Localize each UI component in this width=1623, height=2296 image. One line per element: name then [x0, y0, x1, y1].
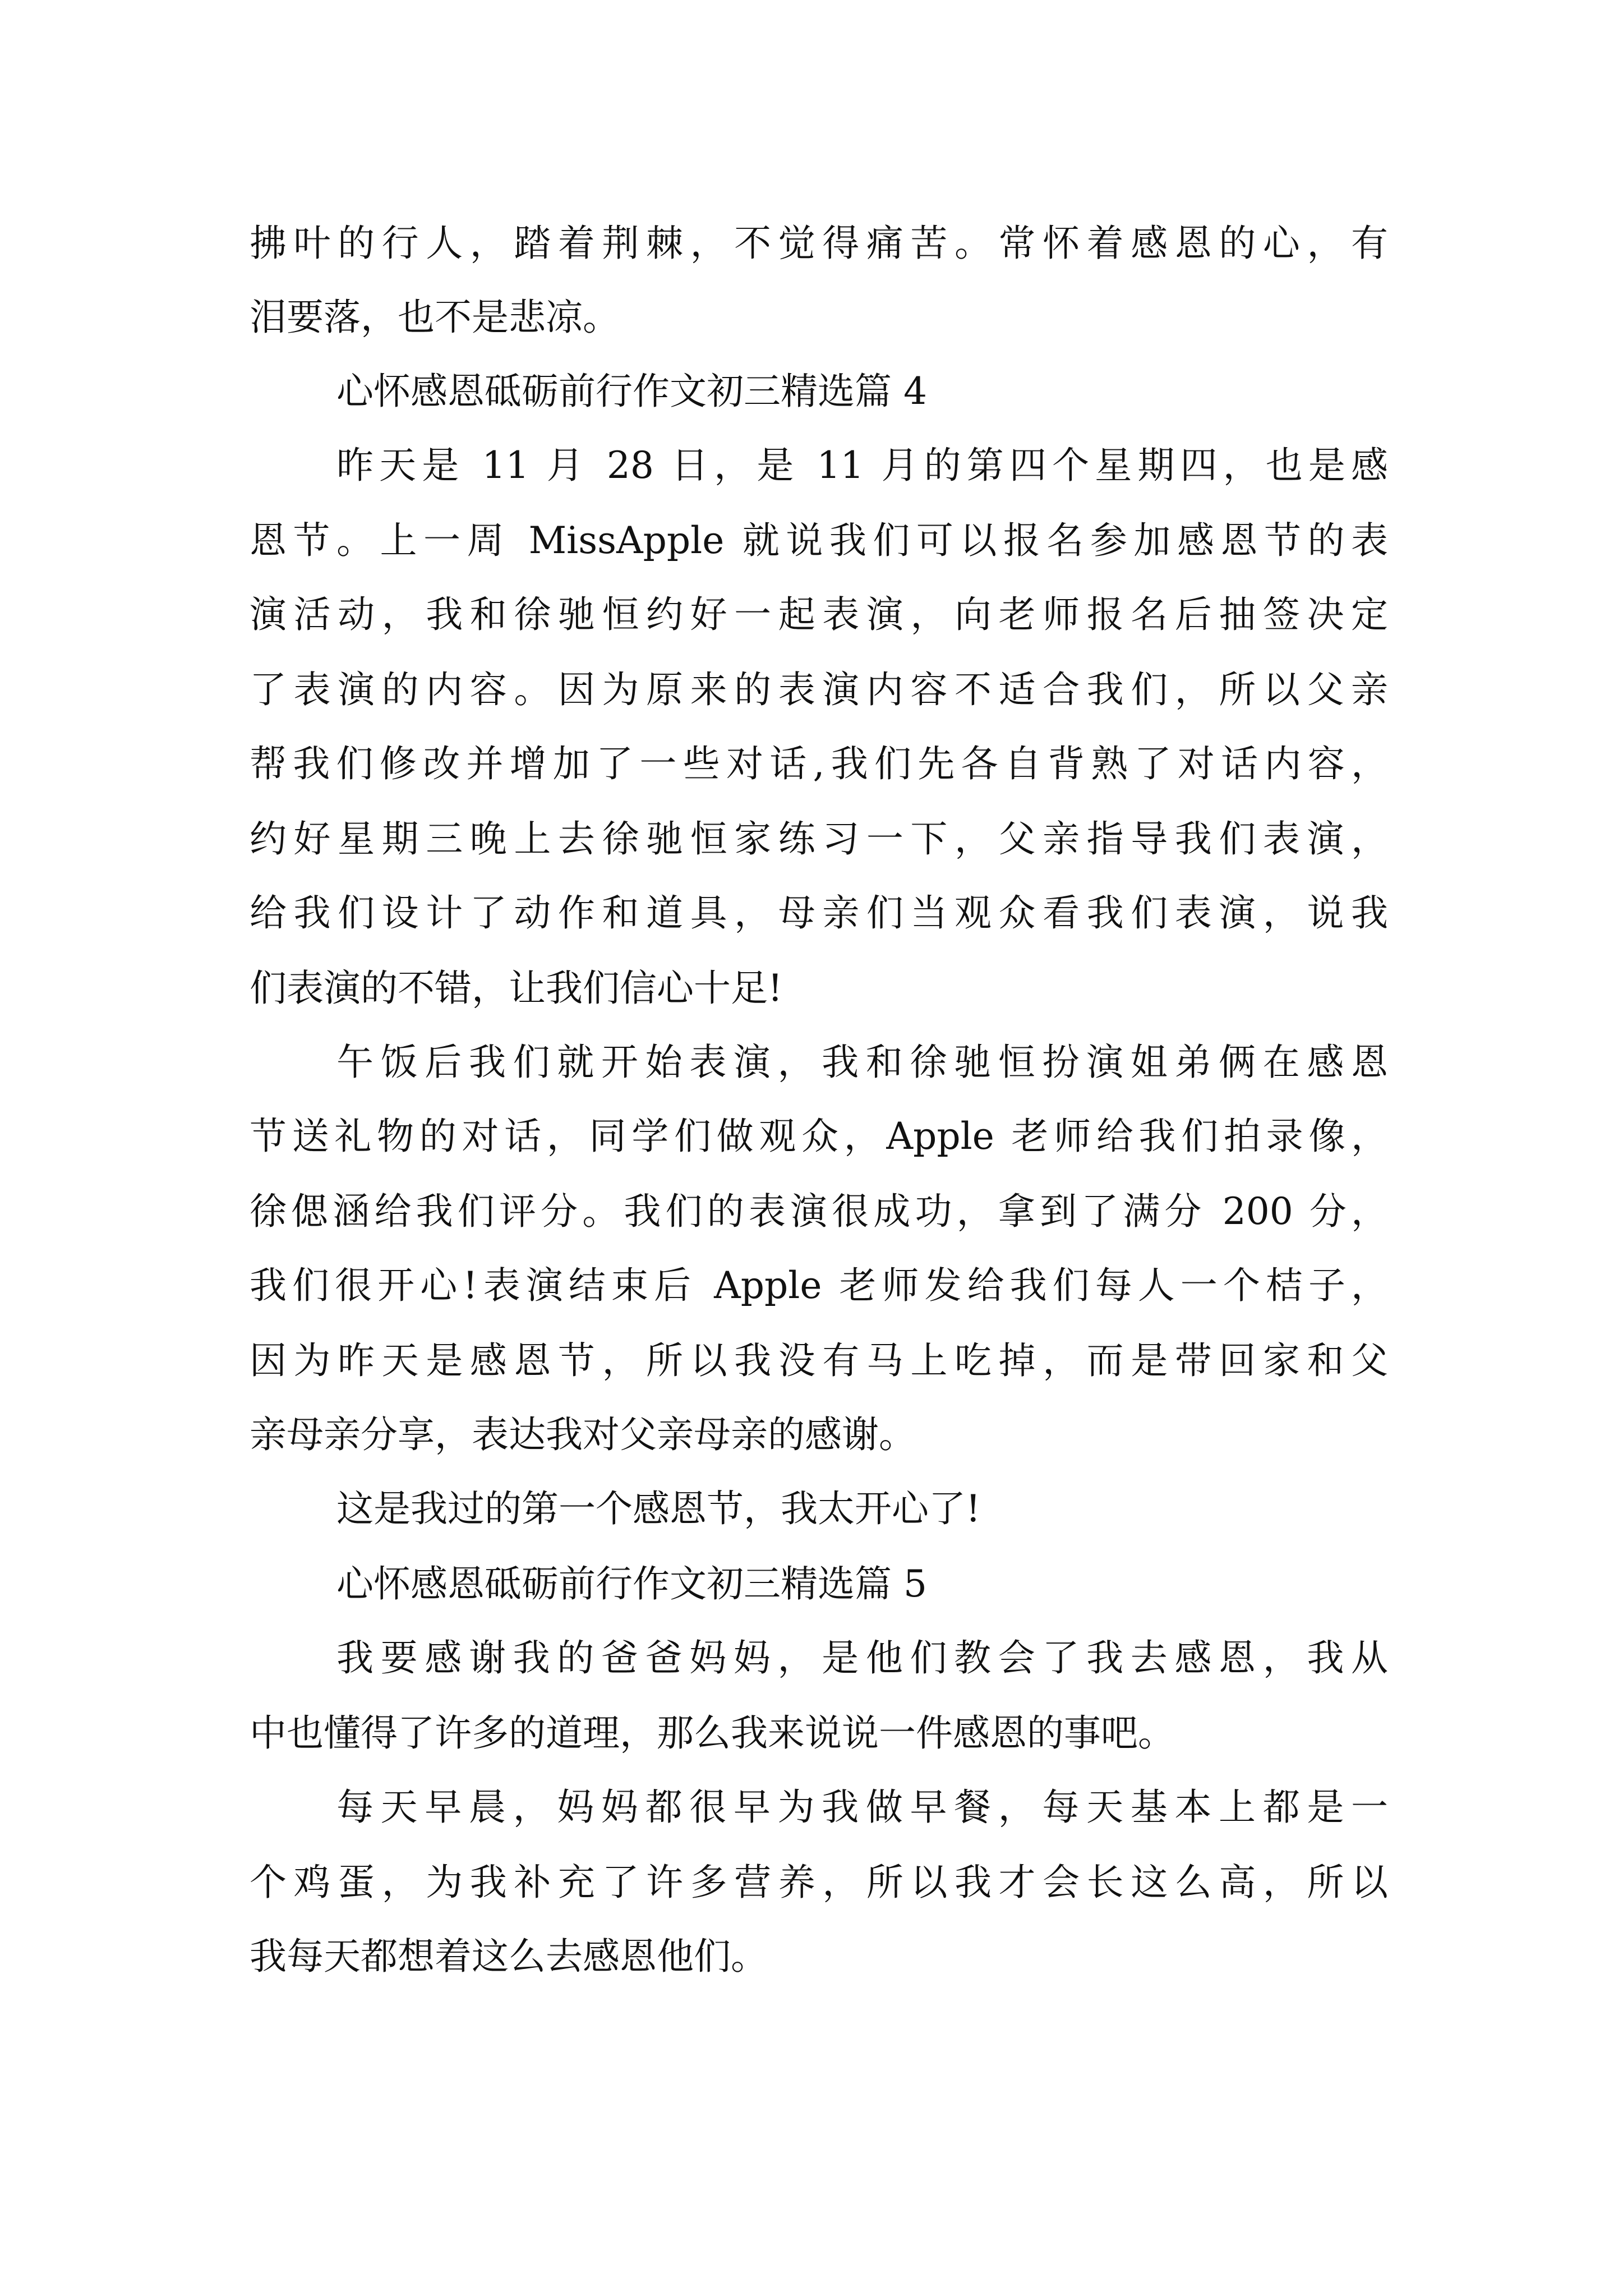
text-line: 午饭后我们就开始表演，我和徐驰恒扮演姐弟俩在感恩 [336, 1041, 1388, 1084]
text-line: 们表演的不错，让我们信心十足! [250, 967, 783, 1010]
text-line: 节送礼物的对话，同学们做观众，Apple 老师给我们拍录像， [250, 1115, 1388, 1158]
text-line: 约好星期三晚上去徐驰恒家练习一下，父亲指导我们表演， [250, 817, 1388, 861]
text-line: 了表演的内容。因为原来的表演内容不适合我们，所以父亲 [250, 668, 1388, 711]
text-line: 中也懂得了许多的道理，那么我来说说一件感恩的事吧。 [250, 1711, 1175, 1755]
text-line: 泪要落，也不是悲凉。 [250, 296, 620, 339]
text-line: 恩节。上一周 MissApple 就说我们可以报名参加感恩节的表 [250, 519, 1388, 562]
text-line: 昨天是 11 月 28 日，是 11 月的第四个星期四，也是感 [336, 444, 1388, 487]
text-line: 亲母亲分享，表达我对父亲母亲的感谢。 [250, 1413, 916, 1456]
text-line: 演活动，我和徐驰恒约好一起表演，向老师报名后抽签决定 [250, 593, 1388, 636]
text-line: 我要感谢我的爸爸妈妈，是他们教会了我去感恩，我从 [336, 1636, 1388, 1680]
text-line: 我每天都想着这么去感恩他们。 [250, 1935, 768, 1978]
text-line: 这是我过的第一个感恩节，我太开心了! [336, 1487, 981, 1530]
text-line: 拂叶的行人，踏着荆棘，不觉得痛苦。常怀着感恩的心，有 [250, 222, 1388, 265]
text-line: 因为昨天是感恩节，所以我没有马上吃掉，而是带回家和父 [250, 1339, 1388, 1382]
text-line: 个鸡蛋，为我补充了许多营养，所以我才会长这么高，所以 [250, 1861, 1388, 1904]
text-line: 每天早晨，妈妈都很早为我做早餐，每天基本上都是一 [336, 1786, 1388, 1829]
text-line: 徐偲涵给我们评分。我们的表演很成功，拿到了满分 200 分， [250, 1190, 1388, 1233]
text-line: 给我们设计了动作和道具，母亲们当观众看我们表演，说我 [250, 891, 1388, 935]
text-line: 我们很开心!表演结束后 Apple 老师发给我们每人一个桔子， [250, 1264, 1388, 1307]
section-heading-5: 心怀感恩砥砺前行作文初三精选篇 5 [336, 1562, 927, 1605]
section-heading-4: 心怀感恩砥砺前行作文初三精选篇 4 [336, 370, 927, 413]
text-line: 帮我们修改并增加了一些对话,我们先各自背熟了对话内容， [250, 742, 1388, 785]
